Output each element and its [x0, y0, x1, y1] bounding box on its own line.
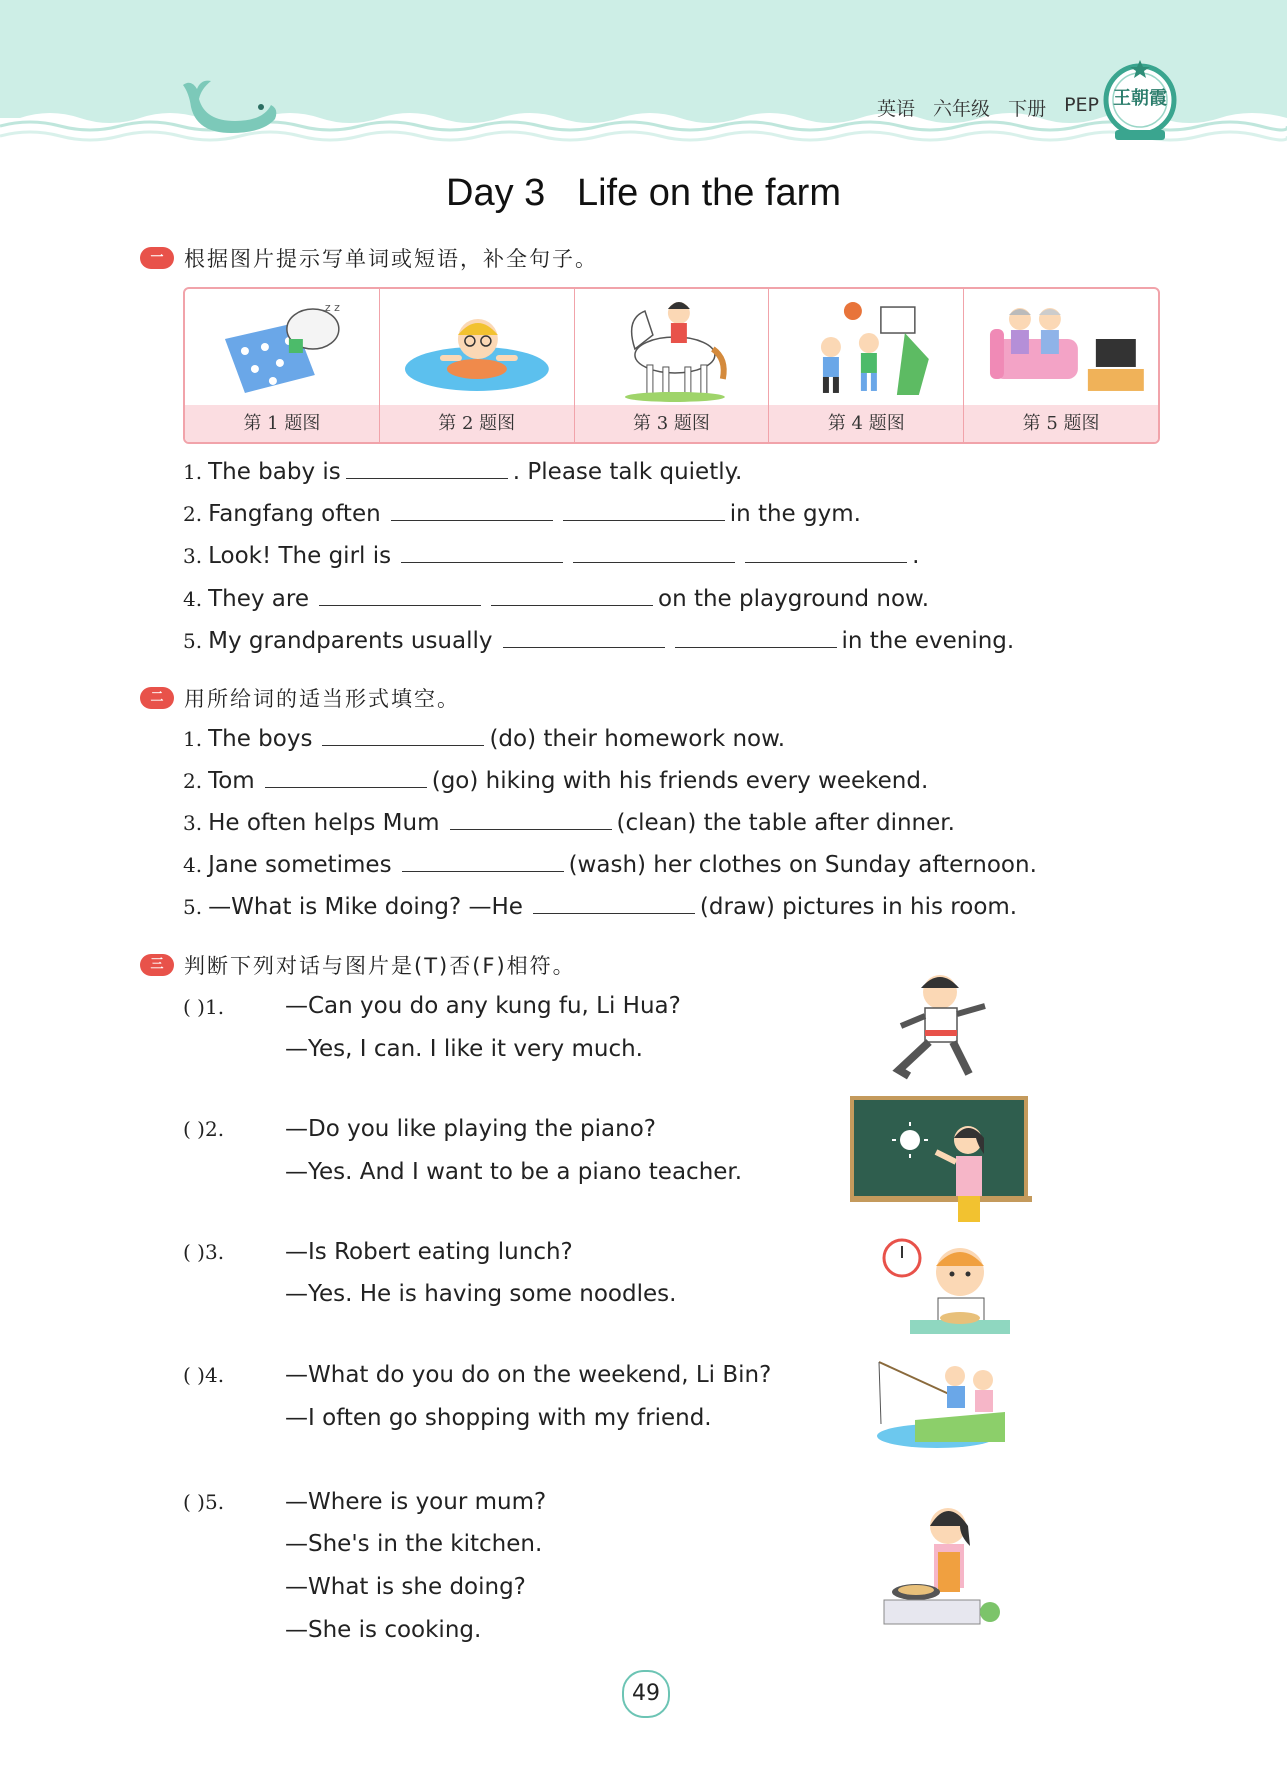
tf-answer-box-5[interactable]: ( )5.	[183, 1490, 225, 1514]
answer-blank[interactable]	[319, 585, 481, 606]
tf-answer-box-1[interactable]: ( )1.	[183, 995, 225, 1019]
s2-question-4	[183, 851, 1037, 878]
volume-label: 下册	[1008, 98, 1047, 120]
answer-blank[interactable]	[491, 585, 653, 606]
tf-dialogue-line: —She's in the kitchen.	[285, 1531, 543, 1557]
tf-answer-box-3[interactable]: ( )3.	[183, 1240, 225, 1264]
answer-blank[interactable]	[346, 458, 508, 479]
kung-fu-boy-illustration	[885, 970, 1000, 1082]
s1-question-3	[183, 542, 919, 569]
answer-blank[interactable]	[391, 500, 553, 521]
section-3-heading	[140, 950, 576, 980]
s2-question-1	[183, 725, 785, 752]
question-text-after: (do) their homework now.	[489, 726, 786, 752]
section-2-heading	[140, 683, 460, 713]
section-1-badge: 一	[140, 247, 174, 269]
tf-dialogue-line: —Yes. And I want to be a piano teacher.	[285, 1159, 743, 1185]
s1-question-4	[183, 585, 929, 612]
picture-caption-1: 第 1 题图	[185, 405, 379, 442]
question-number: 1.	[183, 727, 203, 751]
picture-cell-1	[185, 289, 380, 442]
question-text-after: (wash) her clothes on Sunday afternoon.	[568, 852, 1037, 878]
question-number: 2.	[183, 769, 203, 793]
question-text-before: Tom	[208, 768, 255, 794]
picture-caption-5: 第 5 题图	[964, 405, 1158, 442]
question-number: 3.	[183, 544, 203, 568]
header-banner	[0, 0, 1287, 150]
answer-blank[interactable]	[573, 542, 735, 563]
picture-caption-2: 第 2 题图	[380, 405, 574, 442]
svg-text:z z: z z	[324, 301, 340, 315]
question-text-after: (clean) the table after dinner.	[616, 810, 955, 836]
question-text-after: . Please talk quietly.	[512, 459, 743, 485]
tf-dialogue-line: —What is she doing?	[285, 1574, 526, 1600]
question-text-before: The baby is	[208, 459, 341, 485]
question-text-before: Fangfang often	[208, 501, 381, 527]
answer-blank[interactable]	[503, 627, 665, 648]
tf-dialogue-line: —Do you like playing the piano?	[285, 1116, 656, 1142]
edition-label: PEP	[1064, 94, 1099, 116]
swimming-girl-illustration	[380, 289, 574, 405]
tf-dialogue-line: —What do you do on the weekend, Li Bin?	[285, 1362, 772, 1388]
section-3-instruction: 判断下列对话与图片是(T)否(F)相符。	[184, 954, 576, 978]
question-number: 5.	[183, 895, 203, 919]
tf-answer-box-2[interactable]: ( )2.	[183, 1117, 225, 1141]
picture-cell-3	[575, 289, 770, 442]
tf-dialogue-line: —Is Robert eating lunch?	[285, 1239, 573, 1265]
question-text-after: in the gym.	[729, 501, 861, 527]
question-number: 4.	[183, 587, 203, 611]
s2-question-2	[183, 767, 928, 794]
mum-cooking-illustration	[880, 1496, 1010, 1630]
question-number: 1.	[183, 460, 203, 484]
question-text-before: They are	[208, 586, 309, 612]
answer-blank[interactable]	[533, 893, 695, 914]
question-text-before: He often helps Mum	[208, 810, 440, 836]
question-number: 4.	[183, 853, 203, 877]
question-text-after: (draw) pictures in his room.	[699, 894, 1018, 920]
page-number: 49	[622, 1670, 670, 1718]
section-2-badge: 二	[140, 687, 174, 709]
tf-dialogue-line: —Where is your mum?	[285, 1489, 547, 1515]
s2-question-3	[183, 809, 955, 836]
horse-riding-illustration	[575, 289, 769, 405]
basketball-illustration	[769, 289, 963, 405]
answer-blank[interactable]	[745, 542, 907, 563]
tf-dialogue-line: —She is cooking.	[285, 1617, 482, 1643]
picture-cell-4	[769, 289, 964, 442]
question-number: 2.	[183, 502, 203, 526]
section-1-instruction: 根据图片提示写单词或短语，补全句子。	[184, 247, 598, 271]
s1-question-2	[183, 500, 861, 527]
question-text-before: —What is Mike doing? —He	[208, 894, 523, 920]
sleeping-baby-illustration	[185, 289, 379, 405]
tf-dialogue-line: —I often go shopping with my friend.	[285, 1405, 712, 1431]
s1-question-5	[183, 627, 1014, 654]
answer-blank[interactable]	[401, 542, 563, 563]
question-text-after: .	[912, 543, 920, 569]
picture-caption-4: 第 4 题图	[769, 405, 963, 442]
question-text-before: My grandparents usually	[208, 628, 493, 654]
picture-prompt-table	[183, 287, 1160, 444]
answer-blank[interactable]	[265, 767, 427, 788]
grade-label: 六年级	[933, 98, 991, 120]
question-number: 5.	[183, 629, 203, 653]
s2-question-5	[183, 893, 1017, 920]
section-2-instruction: 用所给词的适当形式填空。	[184, 687, 460, 711]
question-text-after: on the playground now.	[658, 586, 930, 612]
section-3-badge: 三	[140, 954, 174, 976]
boy-eating-illustration	[880, 1236, 1012, 1336]
picture-cell-5	[964, 289, 1158, 442]
question-text-before: Look! The girl is	[208, 543, 392, 569]
grandparents-tv-illustration	[964, 289, 1158, 405]
whale-icon	[175, 75, 285, 135]
section-1-heading	[140, 243, 598, 273]
question-text-after: in the evening.	[841, 628, 1015, 654]
question-number: 3.	[183, 811, 203, 835]
answer-blank[interactable]	[322, 725, 484, 746]
picture-cell-2	[380, 289, 575, 442]
tf-dialogue-line: —Can you do any kung fu, Li Hua?	[285, 993, 681, 1019]
answer-blank[interactable]	[450, 809, 612, 830]
tf-answer-box-4[interactable]: ( )4.	[183, 1363, 225, 1387]
fishing-kids-illustration	[875, 1354, 1015, 1450]
answer-blank[interactable]	[402, 851, 564, 872]
tf-dialogue-line: —Yes, I can. I like it very much.	[285, 1036, 643, 1062]
question-text-before: Jane sometimes	[208, 852, 392, 878]
question-text-before: The boys	[208, 726, 313, 752]
s1-question-1	[183, 458, 742, 485]
answer-blank[interactable]	[563, 500, 725, 521]
tf-dialogue-line: —Yes. He is having some noodles.	[285, 1281, 677, 1307]
picture-caption-3: 第 3 题图	[575, 405, 769, 442]
brand-logo	[1099, 56, 1181, 146]
brand-name: 王朝霞	[1113, 88, 1167, 109]
answer-blank[interactable]	[675, 627, 837, 648]
subject-label: 英语	[877, 98, 916, 120]
question-text-after: (go) hiking with his friends every weekend.	[431, 768, 929, 794]
page-title: Day 3 Life on the farm	[446, 172, 841, 214]
teacher-blackboard-illustration	[850, 1096, 1032, 1224]
